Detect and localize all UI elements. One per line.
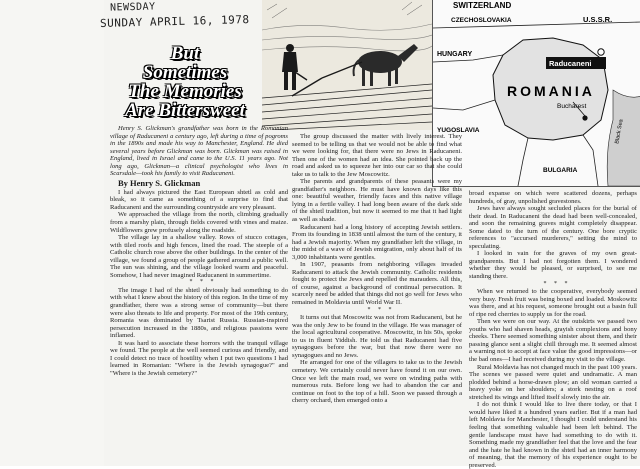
article-paragraph: Then we were on our way. At the outskirts we passed two youths who had shaven heads, grayish complexions and bony cheeks. There seemed something sinister about them, and their passing glance sent a slight chill through me. It seemed almost a warning not to accept at face value the good impressions—or the bad ones—I had received during my visit to the village. bbox=[469, 318, 637, 364]
map-city-raducaneni: Raducaneni bbox=[549, 59, 592, 68]
plow-illustration bbox=[262, 0, 433, 130]
map-label-country: U.S.S.R. bbox=[583, 15, 613, 24]
headline-line: But bbox=[170, 43, 200, 64]
article-paragraph: We approached the village from the north, climbing gradually from a marshy plain, through fields covered with vines and maize. Wildflowers grew profusely along the roadside. bbox=[110, 211, 288, 234]
horse-plow-drawing bbox=[262, 0, 432, 130]
article-paragraph: It was hard to associate these horrors with the tranquil village we found. The people at the well seemed curious and friendly, and I could detect no trace of hostility when I put two questions I had learned in Romanian: "Where is the Jewish synagogue?" and "Where is the Jewish cemetery?" bbox=[110, 339, 288, 377]
romania-map bbox=[432, 0, 640, 187]
article-paragraph: I do not think I would like to live there today, or that I would have liked it a hundred years earlier. But if a man had left Moldavia for Manchester, I thought I could understand his feeling that something valuable had been left behind. The gentle landscape must have had something to do with it. Something made my grandfather feel that the love and the fear and the hate he had known in the shtetl had an inner harmony of meaning, that the memory of his experience ought to be preserved. bbox=[469, 401, 637, 469]
headline-line: Are Bittersweet bbox=[125, 100, 245, 121]
article-paragraph: The image I had of the shtetl obviously had something to do with what I knew about the history of this region. In the time of my grandfather, there was a strong sense of community—but there were also threats to life and property. For most of the 19th century, Romania was dominated by Tsarist Russia. Russian-inspired persecution increased in the 1880s, and religious passions were inflamed. bbox=[110, 286, 288, 340]
section-divider: * * * bbox=[367, 306, 395, 313]
article-paragraph: When we returned to the cooperative, everybody seemed very busy. Fresh fruit was being boxed and loaded. Moskowitz was there, and at his request, someone brought out a basin full of ripe red cherries to supply us for the road. bbox=[469, 288, 637, 318]
article-paragraph: Rural Moldavia has not changed much in the past 100 years. The scenes we passed were quiet and undramatic. A man plodded behind a horse-drawn plow; an old woman carried a heavy yoke on her shoulders; a stork nesting on a roof stretched its wings and lifted itself slowly into the air. bbox=[469, 363, 637, 401]
article-paragraph: The parents and grandparents of these peasants were my grandfather's neighbors. He must have known days like this one: beautiful weather, friendly faces and this native village lying in a fertile valley. I had long been aware of the dark side of the shtetl tradition, but now it seemed to me that it had light as well as shade. bbox=[292, 178, 462, 224]
article-paragraph: broad expanse on which were scattered dozens, perhaps hundreds, of gray, unpolished gravestones. bbox=[469, 190, 637, 205]
article-column-2 bbox=[292, 133, 462, 405]
map-label-country: CZECHOSLOVAKIA bbox=[451, 17, 512, 24]
article-paragraph: It turns out that Moscowitz was not from Raducaneni, but he was the only Jew to be found in the village. He was manager of the local agricultural cooperative. Moscowitz, in his 50s, spoke to us in fluent Yiddish. He told us that Raducaneni had five synagogues before the war, but that now there were no synagogues and no Jews. bbox=[292, 314, 462, 359]
article-paragraph: The village lay in a shallow valley. Rows of stucco cottages, with tiled roofs and high fences, lined the road. The steeple of a Catholic church rose above the other buildings. In the center of the village, we found a group of people gathered around a public well. The sun was shining, and the village looked warm and peaceful. Somehow, I had never imagined Raducaneni in summertime. bbox=[110, 234, 288, 279]
headline bbox=[110, 44, 260, 120]
map-sea-label: Black Sea bbox=[614, 118, 625, 145]
article-byline: By Henry S. Glickman bbox=[118, 177, 201, 188]
map-label-country: ROMANIA bbox=[507, 83, 595, 99]
blank-margin bbox=[0, 0, 104, 466]
handwritten-date: SUNDAY APRIL 16, 1978 bbox=[99, 13, 250, 30]
section-divider: * * * bbox=[543, 280, 571, 287]
article-paragraph: I looked in vain for the graves of my own great-grandparents. But I had not forgotten them. I wondered whether they would be pleased, or surprised, to see me standing there. bbox=[469, 250, 637, 281]
map-label-country: BULGARIA bbox=[543, 167, 578, 174]
article-column-1 bbox=[110, 125, 288, 378]
map-city-bucharest: Bucharest bbox=[557, 103, 587, 110]
article-paragraph: In 1907, peasants from neighboring villages invaded Raducaneni to attack the Jewish community. Catholic residents fought to protect the Jews and repelled the marauders. All this, of course, against a background of continual persecution. It scarcely need be added that things did not go well for Jews who remained in Moldavia until World War II. bbox=[292, 261, 462, 307]
section-divider: * * * bbox=[189, 279, 217, 286]
article-paragraph: I had always pictured the East European shtetl as cold and bleak, so it came as something of a surprise to find that Raducaneni and the surrounding countryside are very pleasant. bbox=[110, 188, 288, 211]
article-paragraph: Raducaneni had a long history of accepting Jewish settlers. From its founding in 1838 until almost the turn of the century, it had a Jewish majority. When my grandfather left the village, in the midst of a wave of Jewish emigration, only about half of its 3,000 inhabitants were gentiles. bbox=[292, 223, 462, 261]
article-paragraph: Jews have always sought secluded places for the burial of their dead. In Raducaneni the dead had been well-concealed, and soon the remaining graves might completely disappear. Some dated to the turn of the century. One bore cryptic references to "accursed murderers," setting the mind to speculating. bbox=[469, 205, 637, 250]
article-paragraph: The group discussed the matter with lively interest. They seemed to be telling us that we would not be able to find what we were looking for, that there were no Jews in Raducaneni. Then one of the women had an idea. She pointed back up the road and asked us to squeeze her into our car so that she could take us to talk to the Jew Moscowitz. bbox=[292, 133, 462, 178]
headline-line: The Memories bbox=[128, 81, 242, 102]
article-intro: Henry S. Glickman's grandfather was born in the Romanian village of Raducaneni a century ago, left during a time of pogroms in the 1890s and made his way to Manchester, England. He died several years before Glickman was born. Glickman was raised in England, lived in Israel and came to the U.S. 11 years ago. Not long ago, Glickman—a clinical psychologist who lives in Scarsdale—took his family to visit Raducaneni. bbox=[110, 125, 288, 178]
headline-line: Sometimes bbox=[142, 62, 228, 83]
map-label-country: HUNGARY bbox=[437, 51, 473, 58]
map-label-country: YUGOSLAVIA bbox=[437, 127, 480, 134]
map-drawing bbox=[433, 0, 640, 186]
article-column-3 bbox=[469, 190, 637, 469]
map-label-top: SWITZERLAND bbox=[453, 1, 512, 10]
article-paragraph: He arranged for one of the villagers to take us to the Jewish cemetery. We certainly could never have found it on our own. Once we left the main road, we were on winding paths with numerous ruts. Before long we had to abandon the car and continue on foot to the top of a hill. Soon we passed through a cherry orchard, then emerged onto a bbox=[292, 359, 462, 405]
handwritten-publication: NEWSDAY bbox=[109, 1, 156, 14]
